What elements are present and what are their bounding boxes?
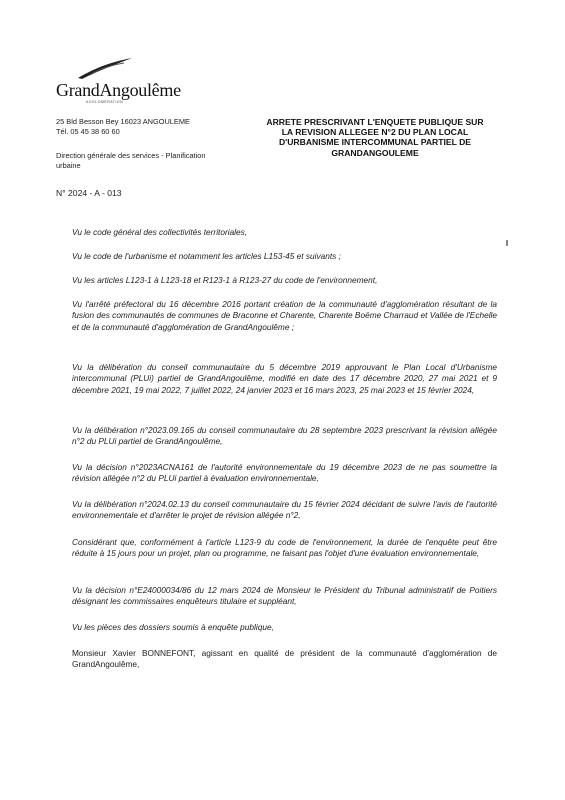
phone-line: Tél. 05 45 38 60 60 — [56, 126, 120, 136]
title-line: ARRETE PRESCRIVANT L'ENQUETE PUBLIQUE SUR — [266, 117, 484, 127]
visa-paragraph: Vu la délibération n°2023.09.165 du conseil communautaire du 28 septembre 2023 prescrivant la révision allégée n°2 du PLUi partiel de GrandAngoulême, — [72, 425, 497, 447]
visa-paragraph: Vu les pièces des dossiers soumis à enquête publique, — [72, 622, 274, 632]
scan-mark — [506, 240, 508, 246]
title-line: D'URBANISME INTERCOMMUNAL PARTIEL DE — [278, 137, 472, 148]
title-line: LA REVISION ALLEGEE N°2 DU PLAN LOCAL — [281, 127, 469, 138]
visa-paragraph: Vu les articles L123-1 à L123-18 et R123-1 à R123-27 du code de l'environnement, — [72, 275, 378, 285]
visa-paragraph: Vu la décision n°2023ACNA161 de l'autorité environnementale du 19 décembre 2023 de ne pas soumettre la révision allégée n°2 du PLUi partiel à évaluation environnementale, — [72, 462, 497, 484]
sender-direction — [56, 151, 261, 170]
direction-line: Direction générale des services - Planification — [56, 151, 206, 160]
visa-paragraph: Vu la délibération n°2024.02.13 du conseil communautaire du 15 février 2024 décidant de suivre l'avis de l'autorité environnementale et d'arrêter le projet de révision allégée n°2, — [72, 499, 497, 521]
visa-paragraph: Vu la délibération du conseil communautaire du 5 décembre 2019 approuvant le Plan Local d'Urbanisme intercommunal (PLUi) partiel de GrandAngoulême, modifié en date des 17 décembre 2020, 27 mai 2021 et 9 décembre 2021, 19 mai 2022, 7 juillet 2022, 24 janvier 2023 et 16 mars 2023, 25 mai 2023 et 15 février 2024, — [72, 362, 497, 395]
considerant-paragraph: Considérant que, conformément à l'article L123-9 du code de l'environnement, la durée de l'enquête peut être réduite à 15 jours pour un projet, plan ou programme, ne faisant pas l'objet d'une évaluation environnementale, — [72, 537, 497, 559]
visa-paragraph: Vu le code général des collectivités territoriales, — [72, 227, 248, 237]
direction-line: urbaine — [56, 160, 81, 170]
logo-wordmark: GrandAngoulême — [56, 80, 181, 100]
logo-tagline: AGGLOMÉRATION — [86, 100, 124, 104]
decree-title — [240, 117, 510, 158]
visa-paragraph: Vu la décision n°E24000034/86 du 12 mars 2024 de Monsieur le Président du Tribunal administratif de Poitiers désignant les commissaires enquêteurs titulaire et suppléant, — [72, 585, 497, 607]
decree-reference: N° 2024 - A - 013 — [56, 188, 122, 198]
sender-address — [56, 117, 190, 136]
visa-paragraph: Vu l'arrêté préfectoral du 16 décembre 2016 portant création de la communauté d'agglomération résultant de la fusion des communautés de communes de Braconne et Charente, Charente Boëme Charraud et Vallée de l'Echelle et de la communauté d'agglomération de GrandAngoulême ; — [72, 299, 497, 332]
signatory-paragraph: Monsieur Xavier BONNEFONT, agissant en qualité de président de la communauté d'agglomération de GrandAngoulême, — [72, 648, 497, 670]
grandangouleme-logo — [56, 56, 206, 106]
title-line: GRANDANGOULEME — [331, 147, 419, 158]
visa-paragraph: Vu le code de l'urbanisme et notamment les articles L153-45 et suivants ; — [72, 251, 341, 261]
swoosh-logo-icon — [76, 56, 136, 80]
address-line: 25 Bld Besson Bey 16023 ANGOULEME — [56, 117, 190, 126]
